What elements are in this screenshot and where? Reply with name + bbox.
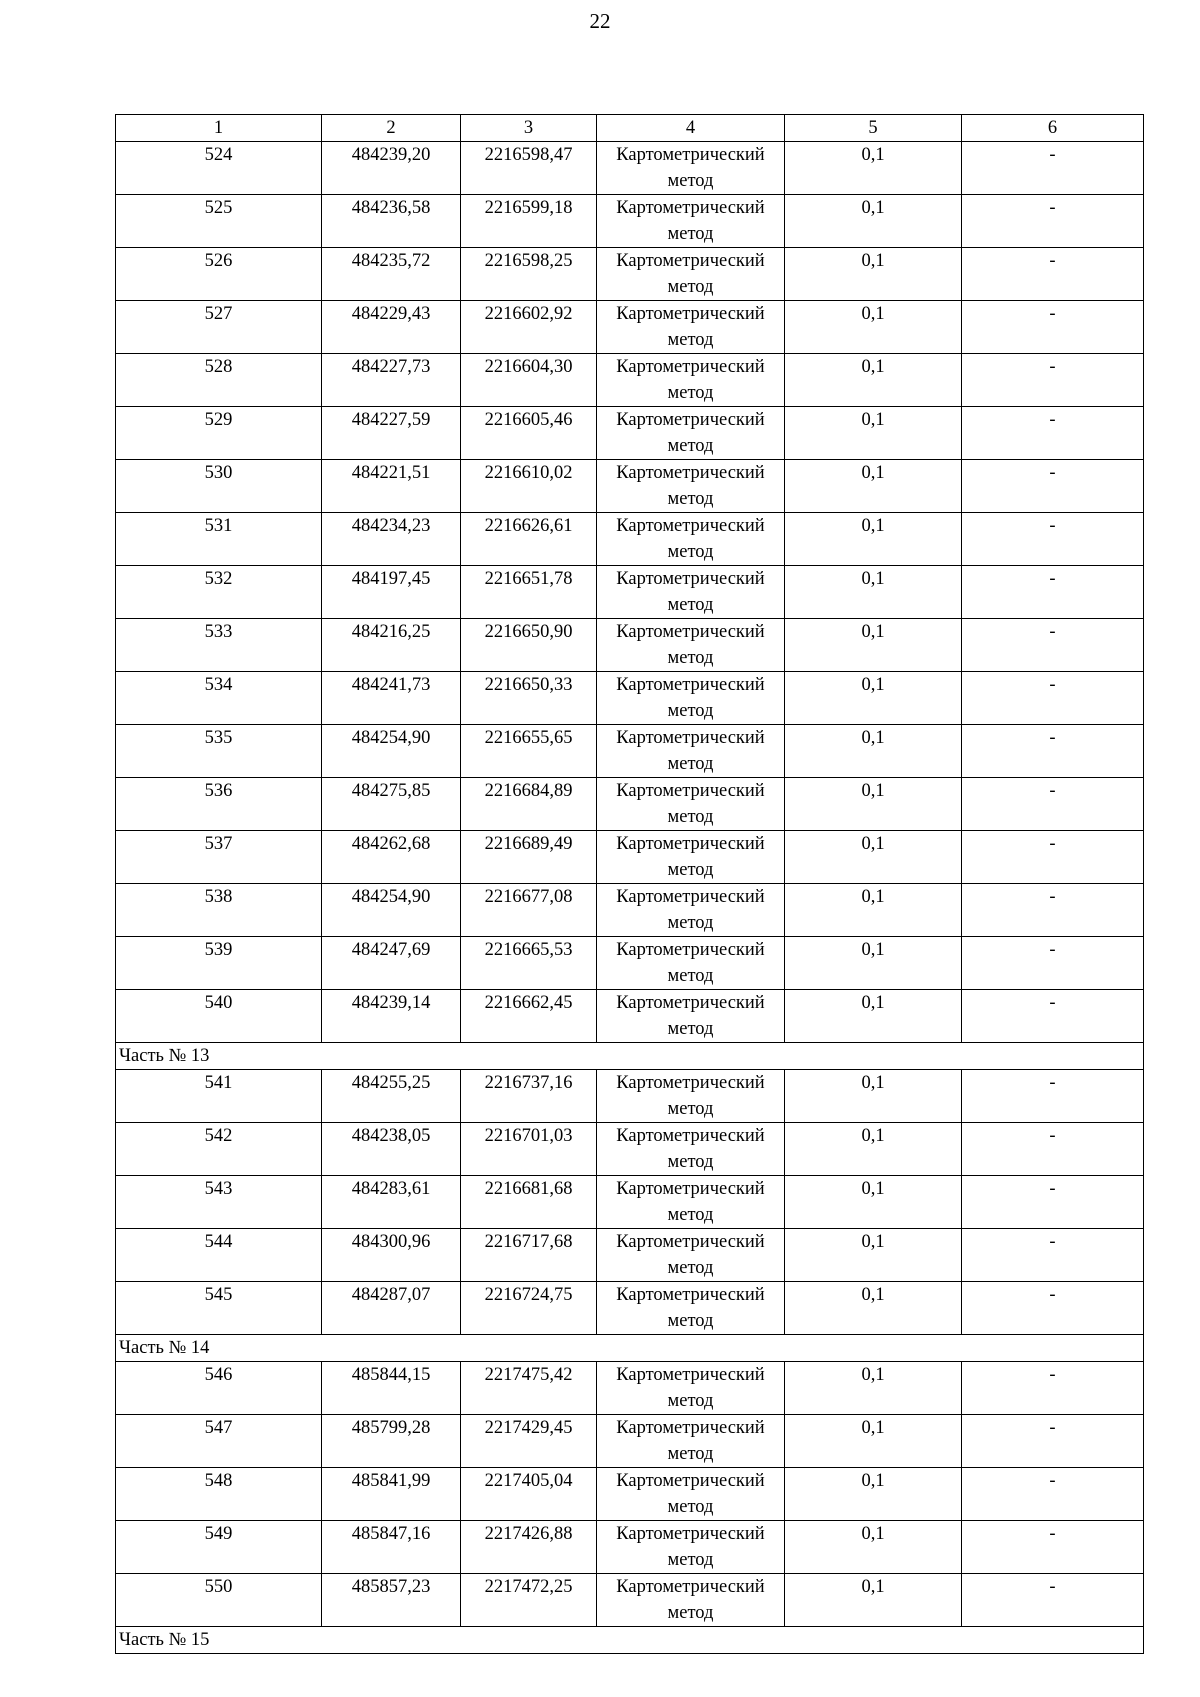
note-cell: - bbox=[962, 1282, 1144, 1335]
accuracy-cell: 0,1 bbox=[785, 195, 962, 248]
y-coordinate-cell: 2216602,92 bbox=[461, 301, 597, 354]
method-cell bbox=[597, 1070, 785, 1123]
method-line-1: Картометрический bbox=[616, 1179, 765, 1199]
x-coordinate-cell: 484235,72 bbox=[322, 248, 461, 301]
method-line-2: метод bbox=[667, 966, 714, 986]
note-cell: - bbox=[962, 937, 1144, 990]
x-coordinate-cell: 484255,25 bbox=[322, 1070, 461, 1123]
accuracy-cell: 0,1 bbox=[785, 354, 962, 407]
table-row bbox=[116, 725, 1144, 778]
method-line-2: метод bbox=[667, 277, 714, 297]
x-coordinate-cell: 484229,43 bbox=[322, 301, 461, 354]
method-cell bbox=[597, 248, 785, 301]
method-line-2: метод bbox=[667, 489, 714, 509]
point-number-cell: 526 bbox=[116, 248, 322, 301]
method-line-2: метод bbox=[667, 1391, 714, 1411]
method-cell bbox=[597, 460, 785, 513]
x-coordinate-cell: 484236,58 bbox=[322, 195, 461, 248]
table-row bbox=[116, 831, 1144, 884]
method-line-2: метод bbox=[667, 330, 714, 350]
accuracy-cell: 0,1 bbox=[785, 407, 962, 460]
method-cell bbox=[597, 1282, 785, 1335]
method-line-2: метод bbox=[667, 595, 714, 615]
x-coordinate-cell: 484216,25 bbox=[322, 619, 461, 672]
y-coordinate-cell: 2216626,61 bbox=[461, 513, 597, 566]
method-line-2: метод bbox=[667, 1258, 714, 1278]
y-coordinate-cell: 2216737,16 bbox=[461, 1070, 597, 1123]
x-coordinate-cell: 484221,51 bbox=[322, 460, 461, 513]
y-coordinate-cell: 2216701,03 bbox=[461, 1123, 597, 1176]
y-coordinate-cell: 2216689,49 bbox=[461, 831, 597, 884]
point-number-cell: 547 bbox=[116, 1415, 322, 1468]
note-cell: - bbox=[962, 1415, 1144, 1468]
method-line-1: Картометрический bbox=[616, 516, 765, 536]
table-row bbox=[116, 619, 1144, 672]
y-coordinate-cell: 2216662,45 bbox=[461, 990, 597, 1043]
method-line-2: метод bbox=[667, 860, 714, 880]
note-cell: - bbox=[962, 725, 1144, 778]
y-coordinate-cell: 2217405,04 bbox=[461, 1468, 597, 1521]
method-line-1: Картометрический bbox=[616, 834, 765, 854]
accuracy-cell: 0,1 bbox=[785, 566, 962, 619]
x-coordinate-cell: 484239,20 bbox=[322, 142, 461, 195]
accuracy-cell: 0,1 bbox=[785, 1123, 962, 1176]
table-row bbox=[116, 1070, 1144, 1123]
method-line-2: метод bbox=[667, 224, 714, 244]
point-number-cell: 543 bbox=[116, 1176, 322, 1229]
note-cell: - bbox=[962, 831, 1144, 884]
method-line-1: Картометрический bbox=[616, 251, 765, 271]
accuracy-cell: 0,1 bbox=[785, 460, 962, 513]
table-row bbox=[116, 248, 1144, 301]
y-coordinate-cell: 2216650,90 bbox=[461, 619, 597, 672]
note-cell: - bbox=[962, 1521, 1144, 1574]
accuracy-cell: 0,1 bbox=[785, 1176, 962, 1229]
method-line-2: метод bbox=[667, 1099, 714, 1119]
method-line-2: метод bbox=[667, 436, 714, 456]
y-coordinate-cell: 2216717,68 bbox=[461, 1229, 597, 1282]
table-row bbox=[116, 937, 1144, 990]
y-coordinate-cell: 2216605,46 bbox=[461, 407, 597, 460]
note-cell: - bbox=[962, 1574, 1144, 1627]
y-coordinate-cell: 2216650,33 bbox=[461, 672, 597, 725]
method-line-2: метод bbox=[667, 1019, 714, 1039]
x-coordinate-cell: 484254,90 bbox=[322, 884, 461, 937]
accuracy-cell: 0,1 bbox=[785, 778, 962, 831]
note-cell: - bbox=[962, 248, 1144, 301]
method-line-1: Картометрический bbox=[616, 1232, 765, 1252]
table-row bbox=[116, 195, 1144, 248]
point-number-cell: 546 bbox=[116, 1362, 322, 1415]
method-cell bbox=[597, 513, 785, 566]
part-label: Часть № 15 bbox=[116, 1627, 1144, 1654]
point-number-cell: 541 bbox=[116, 1070, 322, 1123]
table-row bbox=[116, 1176, 1144, 1229]
point-number-cell: 524 bbox=[116, 142, 322, 195]
y-coordinate-cell: 2216651,78 bbox=[461, 566, 597, 619]
table-row bbox=[116, 460, 1144, 513]
method-line-1: Картометрический bbox=[616, 1126, 765, 1146]
point-number-cell: 528 bbox=[116, 354, 322, 407]
method-line-1: Картометрический bbox=[616, 198, 765, 218]
accuracy-cell: 0,1 bbox=[785, 831, 962, 884]
method-line-1: Картометрический bbox=[616, 463, 765, 483]
method-cell bbox=[597, 195, 785, 248]
accuracy-cell: 0,1 bbox=[785, 301, 962, 354]
table-row bbox=[116, 1362, 1144, 1415]
note-cell: - bbox=[962, 619, 1144, 672]
y-coordinate-cell: 2217429,45 bbox=[461, 1415, 597, 1468]
part-label: Часть № 13 bbox=[116, 1043, 1144, 1070]
method-cell bbox=[597, 1176, 785, 1229]
method-line-2: метод bbox=[667, 1497, 714, 1517]
accuracy-cell: 0,1 bbox=[785, 619, 962, 672]
x-coordinate-cell: 484239,14 bbox=[322, 990, 461, 1043]
table-row bbox=[116, 1574, 1144, 1627]
method-cell bbox=[597, 1362, 785, 1415]
table-row bbox=[116, 1521, 1144, 1574]
table-row bbox=[116, 1282, 1144, 1335]
method-line-2: метод bbox=[667, 1550, 714, 1570]
x-coordinate-cell: 484238,05 bbox=[322, 1123, 461, 1176]
column-header-row bbox=[116, 115, 1144, 142]
method-line-2: метод bbox=[667, 648, 714, 668]
accuracy-cell: 0,1 bbox=[785, 937, 962, 990]
page-number: 22 bbox=[589, 9, 611, 33]
table-row bbox=[116, 884, 1144, 937]
method-line-1: Картометрический bbox=[616, 781, 765, 801]
method-cell bbox=[597, 1229, 785, 1282]
note-cell: - bbox=[962, 142, 1144, 195]
note-cell: - bbox=[962, 990, 1144, 1043]
accuracy-cell: 0,1 bbox=[785, 1521, 962, 1574]
note-cell: - bbox=[962, 195, 1144, 248]
point-number-cell: 533 bbox=[116, 619, 322, 672]
method-line-1: Картометрический bbox=[616, 1471, 765, 1491]
method-line-1: Картометрический bbox=[616, 1577, 765, 1597]
method-cell bbox=[597, 725, 785, 778]
method-cell bbox=[597, 619, 785, 672]
method-line-1: Картометрический bbox=[616, 1073, 765, 1093]
method-line-2: метод bbox=[667, 1205, 714, 1225]
note-cell: - bbox=[962, 1468, 1144, 1521]
method-line-2: метод bbox=[667, 1444, 714, 1464]
method-line-2: метод bbox=[667, 701, 714, 721]
method-line-1: Картометрический bbox=[616, 1365, 765, 1385]
method-cell bbox=[597, 884, 785, 937]
method-cell bbox=[597, 672, 785, 725]
table-row bbox=[116, 778, 1144, 831]
point-number-cell: 532 bbox=[116, 566, 322, 619]
accuracy-cell: 0,1 bbox=[785, 513, 962, 566]
point-number-cell: 545 bbox=[116, 1282, 322, 1335]
note-cell: - bbox=[962, 301, 1144, 354]
accuracy-cell: 0,1 bbox=[785, 990, 962, 1043]
note-cell: - bbox=[962, 566, 1144, 619]
method-line-2: метод bbox=[667, 542, 714, 562]
method-cell bbox=[597, 937, 785, 990]
table-row bbox=[116, 1229, 1144, 1282]
method-line-1: Картометрический bbox=[616, 993, 765, 1013]
point-number-cell: 537 bbox=[116, 831, 322, 884]
x-coordinate-cell: 484234,23 bbox=[322, 513, 461, 566]
accuracy-cell: 0,1 bbox=[785, 142, 962, 195]
method-line-1: Картометрический bbox=[616, 675, 765, 695]
method-cell bbox=[597, 1574, 785, 1627]
accuracy-cell: 0,1 bbox=[785, 672, 962, 725]
method-line-1: Картометрический bbox=[616, 304, 765, 324]
table-row bbox=[116, 1123, 1144, 1176]
y-coordinate-cell: 2216724,75 bbox=[461, 1282, 597, 1335]
x-coordinate-cell: 484283,61 bbox=[322, 1176, 461, 1229]
y-coordinate-cell: 2216599,18 bbox=[461, 195, 597, 248]
note-cell: - bbox=[962, 1229, 1144, 1282]
x-coordinate-cell: 484287,07 bbox=[322, 1282, 461, 1335]
method-line-1: Картометрический bbox=[616, 1285, 765, 1305]
x-coordinate-cell: 484262,68 bbox=[322, 831, 461, 884]
accuracy-cell: 0,1 bbox=[785, 1229, 962, 1282]
table-row bbox=[116, 672, 1144, 725]
method-line-2: метод bbox=[667, 807, 714, 827]
point-number-cell: 542 bbox=[116, 1123, 322, 1176]
part-row bbox=[116, 1043, 1144, 1070]
y-coordinate-cell: 2216655,65 bbox=[461, 725, 597, 778]
table-row bbox=[116, 566, 1144, 619]
method-cell bbox=[597, 990, 785, 1043]
y-coordinate-cell: 2216598,47 bbox=[461, 142, 597, 195]
table-row bbox=[116, 990, 1144, 1043]
accuracy-cell: 0,1 bbox=[785, 1415, 962, 1468]
point-number-cell: 535 bbox=[116, 725, 322, 778]
method-line-2: метод bbox=[667, 913, 714, 933]
method-line-2: метод bbox=[667, 171, 714, 191]
method-cell bbox=[597, 1521, 785, 1574]
method-line-2: метод bbox=[667, 1311, 714, 1331]
x-coordinate-cell: 484300,96 bbox=[322, 1229, 461, 1282]
accuracy-cell: 0,1 bbox=[785, 725, 962, 778]
point-number-cell: 540 bbox=[116, 990, 322, 1043]
column-header: 6 bbox=[962, 115, 1144, 142]
method-cell bbox=[597, 142, 785, 195]
point-number-cell: 529 bbox=[116, 407, 322, 460]
column-header: 1 bbox=[116, 115, 322, 142]
column-header: 4 bbox=[597, 115, 785, 142]
y-coordinate-cell: 2216604,30 bbox=[461, 354, 597, 407]
accuracy-cell: 0,1 bbox=[785, 1574, 962, 1627]
table-row bbox=[116, 1415, 1144, 1468]
point-number-cell: 530 bbox=[116, 460, 322, 513]
table-row bbox=[116, 407, 1144, 460]
point-number-cell: 539 bbox=[116, 937, 322, 990]
point-number-cell: 534 bbox=[116, 672, 322, 725]
column-header: 5 bbox=[785, 115, 962, 142]
point-number-cell: 548 bbox=[116, 1468, 322, 1521]
table-row bbox=[116, 1468, 1144, 1521]
note-cell: - bbox=[962, 672, 1144, 725]
note-cell: - bbox=[962, 354, 1144, 407]
y-coordinate-cell: 2216665,53 bbox=[461, 937, 597, 990]
y-coordinate-cell: 2216677,08 bbox=[461, 884, 597, 937]
method-cell bbox=[597, 407, 785, 460]
accuracy-cell: 0,1 bbox=[785, 1282, 962, 1335]
note-cell: - bbox=[962, 1176, 1144, 1229]
x-coordinate-cell: 485844,15 bbox=[322, 1362, 461, 1415]
method-cell bbox=[597, 831, 785, 884]
note-cell: - bbox=[962, 513, 1144, 566]
method-line-1: Картометрический bbox=[616, 1524, 765, 1544]
point-number-cell: 550 bbox=[116, 1574, 322, 1627]
y-coordinate-cell: 2216681,68 bbox=[461, 1176, 597, 1229]
point-number-cell: 536 bbox=[116, 778, 322, 831]
table-body bbox=[116, 115, 1144, 1654]
x-coordinate-cell: 484227,59 bbox=[322, 407, 461, 460]
method-line-1: Картометрический bbox=[616, 940, 765, 960]
table-row bbox=[116, 513, 1144, 566]
x-coordinate-cell: 485847,16 bbox=[322, 1521, 461, 1574]
note-cell: - bbox=[962, 778, 1144, 831]
method-cell bbox=[597, 778, 785, 831]
x-coordinate-cell: 485799,28 bbox=[322, 1415, 461, 1468]
y-coordinate-cell: 2217426,88 bbox=[461, 1521, 597, 1574]
method-line-1: Картометрический bbox=[616, 728, 765, 748]
x-coordinate-cell: 484247,69 bbox=[322, 937, 461, 990]
x-coordinate-cell: 485857,23 bbox=[322, 1574, 461, 1627]
method-cell bbox=[597, 1123, 785, 1176]
column-header: 3 bbox=[461, 115, 597, 142]
part-row bbox=[116, 1335, 1144, 1362]
point-number-cell: 538 bbox=[116, 884, 322, 937]
method-cell bbox=[597, 566, 785, 619]
method-line-2: метод bbox=[667, 1603, 714, 1623]
method-line-1: Картометрический bbox=[616, 622, 765, 642]
table-row bbox=[116, 354, 1144, 407]
method-line-2: метод bbox=[667, 1152, 714, 1172]
x-coordinate-cell: 484241,73 bbox=[322, 672, 461, 725]
point-number-cell: 525 bbox=[116, 195, 322, 248]
method-line-2: метод bbox=[667, 383, 714, 403]
x-coordinate-cell: 485841,99 bbox=[322, 1468, 461, 1521]
table-row bbox=[116, 301, 1144, 354]
coordinates-table bbox=[115, 114, 1144, 1654]
accuracy-cell: 0,1 bbox=[785, 1362, 962, 1415]
y-coordinate-cell: 2216598,25 bbox=[461, 248, 597, 301]
x-coordinate-cell: 484227,73 bbox=[322, 354, 461, 407]
note-cell: - bbox=[962, 1123, 1144, 1176]
accuracy-cell: 0,1 bbox=[785, 1070, 962, 1123]
note-cell: - bbox=[962, 884, 1144, 937]
method-line-1: Картометрический bbox=[616, 887, 765, 907]
y-coordinate-cell: 2216610,02 bbox=[461, 460, 597, 513]
accuracy-cell: 0,1 bbox=[785, 248, 962, 301]
method-cell bbox=[597, 1415, 785, 1468]
x-coordinate-cell: 484275,85 bbox=[322, 778, 461, 831]
note-cell: - bbox=[962, 407, 1144, 460]
note-cell: - bbox=[962, 460, 1144, 513]
y-coordinate-cell: 2217475,42 bbox=[461, 1362, 597, 1415]
method-line-1: Картометрический bbox=[616, 569, 765, 589]
y-coordinate-cell: 2216684,89 bbox=[461, 778, 597, 831]
method-line-1: Картометрический bbox=[616, 1418, 765, 1438]
method-cell bbox=[597, 354, 785, 407]
table-row bbox=[116, 142, 1144, 195]
method-cell bbox=[597, 301, 785, 354]
part-label: Часть № 14 bbox=[116, 1335, 1144, 1362]
column-header: 2 bbox=[322, 115, 461, 142]
method-line-1: Картометрический bbox=[616, 145, 765, 165]
accuracy-cell: 0,1 bbox=[785, 1468, 962, 1521]
point-number-cell: 527 bbox=[116, 301, 322, 354]
accuracy-cell: 0,1 bbox=[785, 884, 962, 937]
part-row bbox=[116, 1627, 1144, 1654]
point-number-cell: 531 bbox=[116, 513, 322, 566]
method-line-1: Картометрический bbox=[616, 410, 765, 430]
point-number-cell: 544 bbox=[116, 1229, 322, 1282]
method-cell bbox=[597, 1468, 785, 1521]
method-line-2: метод bbox=[667, 754, 714, 774]
note-cell: - bbox=[962, 1362, 1144, 1415]
method-line-1: Картометрический bbox=[616, 357, 765, 377]
point-number-cell: 549 bbox=[116, 1521, 322, 1574]
y-coordinate-cell: 2217472,25 bbox=[461, 1574, 597, 1627]
x-coordinate-cell: 484254,90 bbox=[322, 725, 461, 778]
note-cell: - bbox=[962, 1070, 1144, 1123]
x-coordinate-cell: 484197,45 bbox=[322, 566, 461, 619]
